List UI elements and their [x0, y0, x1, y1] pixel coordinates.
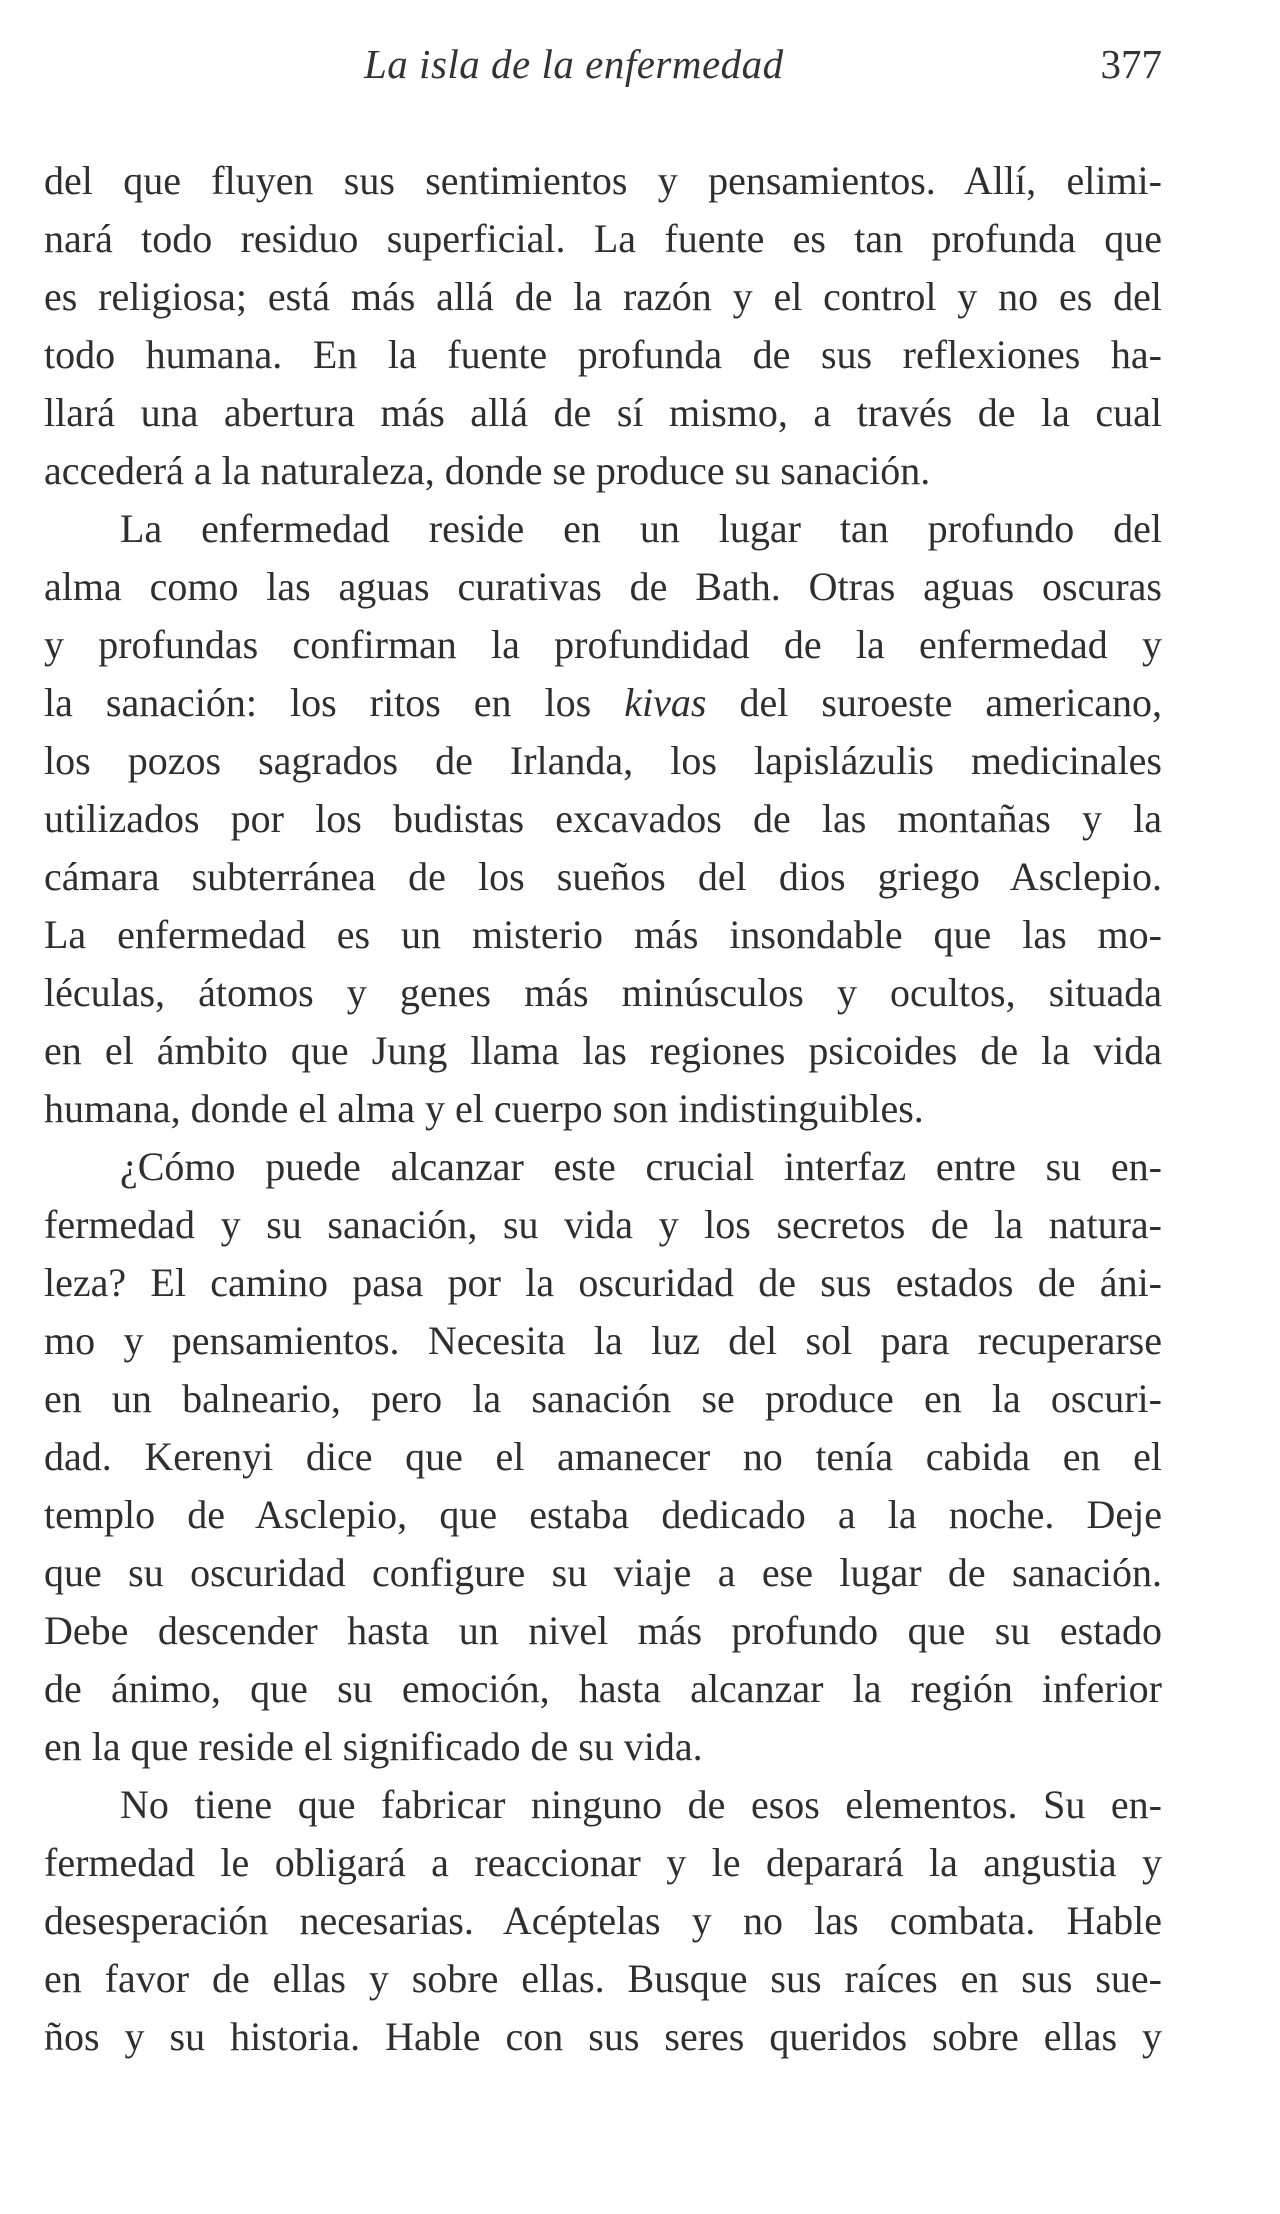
page-number: 377 [1100, 41, 1162, 87]
text-line: es religiosa; está más allá de la razón y el control y no es del [44, 274, 1162, 319]
text-line: leza? El camino pasa por la oscuridad de sus estados de áni- [44, 1260, 1162, 1305]
paragraph [44, 152, 1162, 500]
text-line: ños y su historia. Hable con sus seres queridos sobre ellas y [44, 2014, 1162, 2059]
text-line: de ánimo, que su emoción, hasta alcanzar la región inferior [44, 1666, 1162, 1711]
text-line: humana, donde el alma y el cuerpo son indistinguibles. [44, 1086, 924, 1131]
text-line: utilizados por los budistas excavados de las montañas y la [44, 796, 1162, 841]
paragraph [44, 1138, 1162, 1776]
text-line: que su oscuridad configure su viaje a ese lugar de sanación. [44, 1550, 1162, 1595]
text-line: No tiene que fabricar ninguno de esos elementos. Su en- [120, 1782, 1162, 1827]
running-head [44, 40, 1162, 100]
text-line: todo humana. En la fuente profunda de sus reflexiones ha- [44, 332, 1162, 377]
text-line: ¿Cómo puede alcanzar este crucial interfaz entre su en- [120, 1144, 1162, 1189]
text-line: en favor de ellas y sobre ellas. Busque sus raíces en sus sue- [44, 1956, 1162, 2001]
text-line: del que fluyen sus sentimientos y pensamientos. Allí, elimi- [44, 158, 1162, 203]
text-line: La enfermedad es un misterio más insondable que las mo- [44, 912, 1162, 957]
text-line: los pozos sagrados de Irlanda, los lapislázulis medicinales [44, 738, 1162, 783]
text-segment: la sanación: los ritos en los [44, 680, 625, 725]
text-line: templo de Asclepio, que estaba dedicado a la noche. Deje [44, 1492, 1162, 1537]
text-line: La enfermedad reside en un lugar tan profundo del [120, 506, 1162, 551]
text-line: nará todo residuo superficial. La fuente es tan profunda que [44, 216, 1162, 261]
text-line: llará una abertura más allá de sí mismo, a través de la cual [44, 390, 1162, 435]
text-line: dad. Kerenyi dice que el amanecer no tenía cabida en el [44, 1434, 1162, 1479]
paragraph [44, 1776, 1162, 2066]
text-line: y profundas confirman la profundidad de la enfermedad y [44, 622, 1162, 667]
text-line: cámara subterránea de los sueños del dios griego Asclepio. [44, 854, 1162, 899]
text-line: en el ámbito que Jung llama las regiones psicoides de la vida [44, 1028, 1162, 1073]
text-line: desesperación necesarias. Acéptelas y no las combata. Hable [44, 1898, 1162, 1943]
italic-term: kivas [624, 680, 707, 725]
text-segment: del suroeste americano, [706, 680, 1162, 725]
body-text [44, 152, 1162, 2066]
text-line: fermedad y su sanación, su vida y los secretos de la natura- [44, 1202, 1162, 1247]
text-line: alma como las aguas curativas de Bath. Otras aguas oscuras [44, 564, 1162, 609]
paragraph [44, 500, 1162, 1138]
text-line: Debe descender hasta un nivel más profundo que su estado [44, 1608, 1162, 1653]
text-line: accederá a la naturaleza, donde se produce su sanación. [44, 448, 931, 493]
text-line: léculas, átomos y genes más minúsculos y ocultos, situada [44, 970, 1162, 1015]
running-title: La isla de la enfermedad [364, 41, 784, 87]
text-line [44, 674, 1162, 732]
text-line: fermedad le obligará a reaccionar y le deparará la angustia y [44, 1840, 1162, 1885]
text-line: en la que reside el significado de su vida. [44, 1724, 703, 1769]
text-line: mo y pensamientos. Necesita la luz del sol para recuperarse [44, 1318, 1162, 1363]
text-line: en un balneario, pero la sanación se produce en la oscuri- [44, 1376, 1162, 1421]
